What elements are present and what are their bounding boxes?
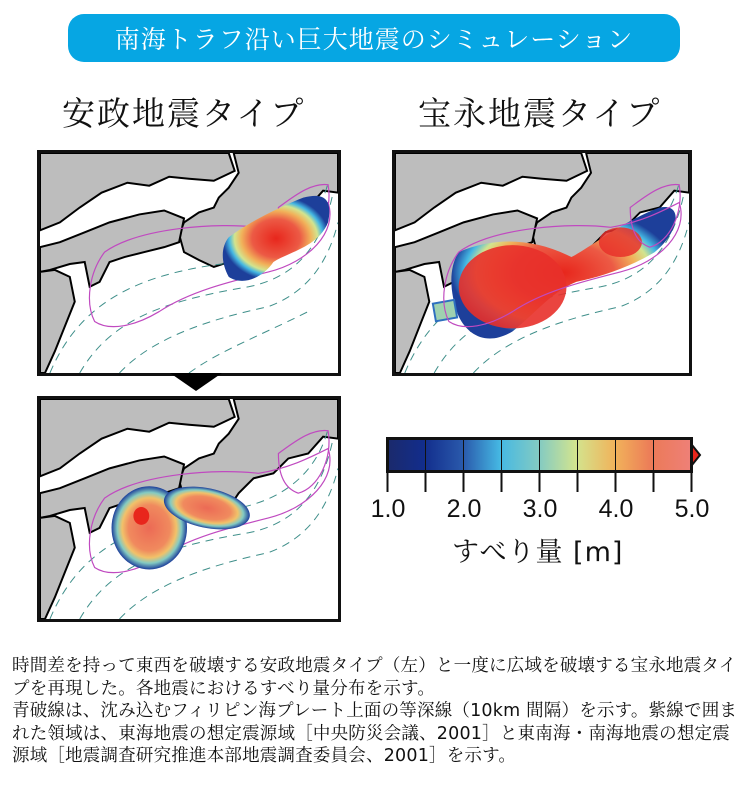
panel-title-ansei: 安政地震タイプ bbox=[62, 94, 306, 133]
panel-title-hoei: 宝永地震タイプ bbox=[418, 94, 662, 133]
colorbar-tick: 4.0 bbox=[598, 495, 634, 523]
caption-paragraph-2: 青破線は、沈み込むフィリピン海プレート上面の等深線（10km 間隔）を示す。紫線で囲まれた領域は、東海地震の想定震源域［中央防災会議、2001］と東南海・南海地震の想定震源域［地震調査研究推進本部地震調査委員会、2001］を示す。 bbox=[12, 701, 738, 766]
down-triangle-arrow-icon bbox=[170, 373, 222, 391]
map-hoei bbox=[392, 150, 692, 376]
colorbar-tick: 3.0 bbox=[522, 495, 558, 523]
slip-map bbox=[40, 153, 338, 373]
map-ansei bbox=[37, 150, 341, 376]
colorbar-tick-labels bbox=[360, 495, 740, 525]
colorbar-tick: 2.0 bbox=[446, 495, 482, 523]
map-ansei-second bbox=[37, 396, 341, 622]
title-banner bbox=[68, 14, 680, 62]
colorbar-tick: 1.0 bbox=[370, 495, 406, 523]
caption-paragraph-1: 時間差を持って東西を破壊する安政地震タイプ（左）と一度に広域を破壊する宝永地震タイプを再現した。各地震におけるすべり量分布を示す。 bbox=[12, 656, 737, 699]
colorbar bbox=[386, 437, 698, 473]
slip-map bbox=[395, 153, 689, 373]
colorbar-title: すべり量 [m] bbox=[452, 537, 624, 568]
banner-title: 南海トラフ沿い巨大地震のシミュレーション bbox=[114, 25, 634, 54]
slip-map bbox=[40, 399, 338, 619]
caption bbox=[12, 655, 747, 768]
colorbar-tick: 5.0 bbox=[674, 495, 710, 523]
